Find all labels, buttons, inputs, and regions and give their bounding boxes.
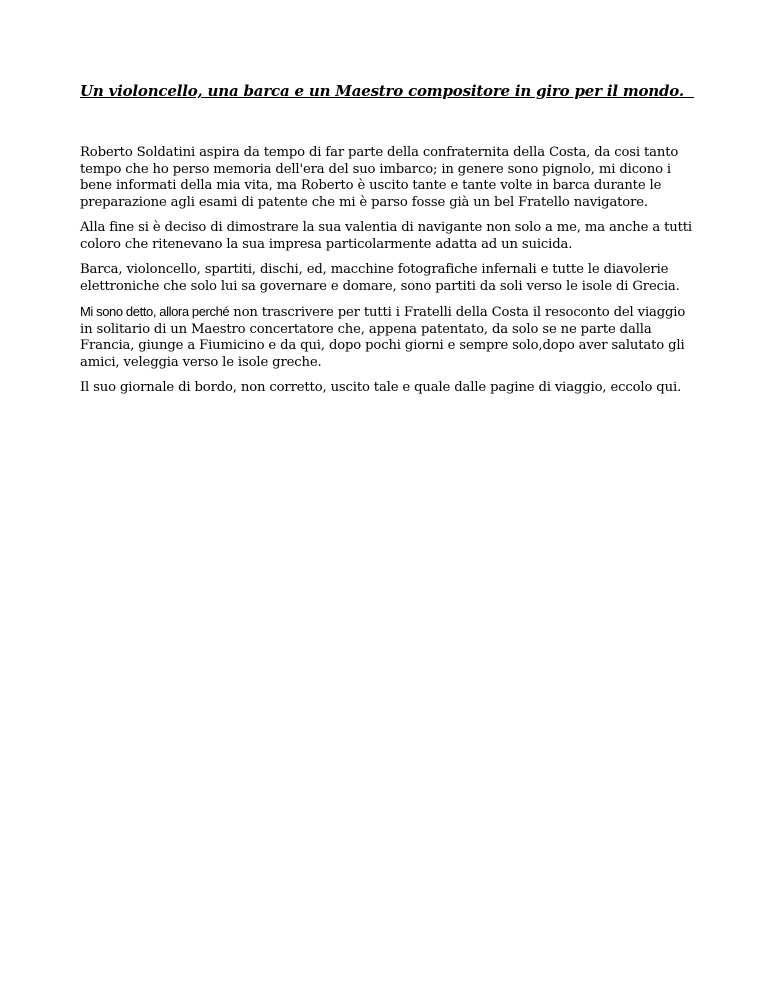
- paragraph-4-rest: non trascrivere per tutti i Fratelli della Costa il resoconto del viaggio in solitario di un Maestro concertatore che, appena patentato, da solo se ne parte dalla Francia, giunge a Fiumicino e da qui, dopo pochi giorni e sempre solo,dopo aver salutato gli amici, veleggia verso le isole greche.: [80, 305, 686, 370]
- paragraph-4: [80, 304, 700, 371]
- paragraph-4-lead: Mi sono detto, allora perché: [80, 304, 230, 319]
- document-title-trailing-underline: [684, 82, 694, 100]
- paragraph-5: Il suo giornale di bordo, non corretto, uscito tale e quale dalle pagine di viaggio, eccolo qui.: [80, 380, 682, 395]
- paragraph-2: Alla fine si è deciso di dimostrare la sua valentia di navigante non solo a me, ma anche a tutti coloro che ritenevano la sua impresa particolarmente adatta ad un suicida.: [80, 220, 692, 252]
- document-title: [80, 81, 694, 101]
- paragraph-3: Barca, violoncello, spartiti, dischi, ed, macchine fotografiche infernali e tutte le diavolerie elettroniche che solo lui sa governare e domare, sono partiti da soli verso le isole di Grecia.: [80, 262, 680, 294]
- document-title-text: Un violoncello, una barca e un Maestro compositore in giro per il mondo.: [80, 82, 684, 100]
- document-body: [80, 145, 700, 406]
- paragraph-1: Roberto Soldatini aspira da tempo di far parte della confraternita della Costa, da cosi tanto tempo che ho perso memoria dell'era del suo imbarco; in genere sono pignolo, mi dicono i bene informati della mia vita, ma Roberto è uscito tante e tante volte in barca durante le preparazione agli esami di patente che mi è parso fosse già un bel Fratello navigatore.: [80, 145, 679, 210]
